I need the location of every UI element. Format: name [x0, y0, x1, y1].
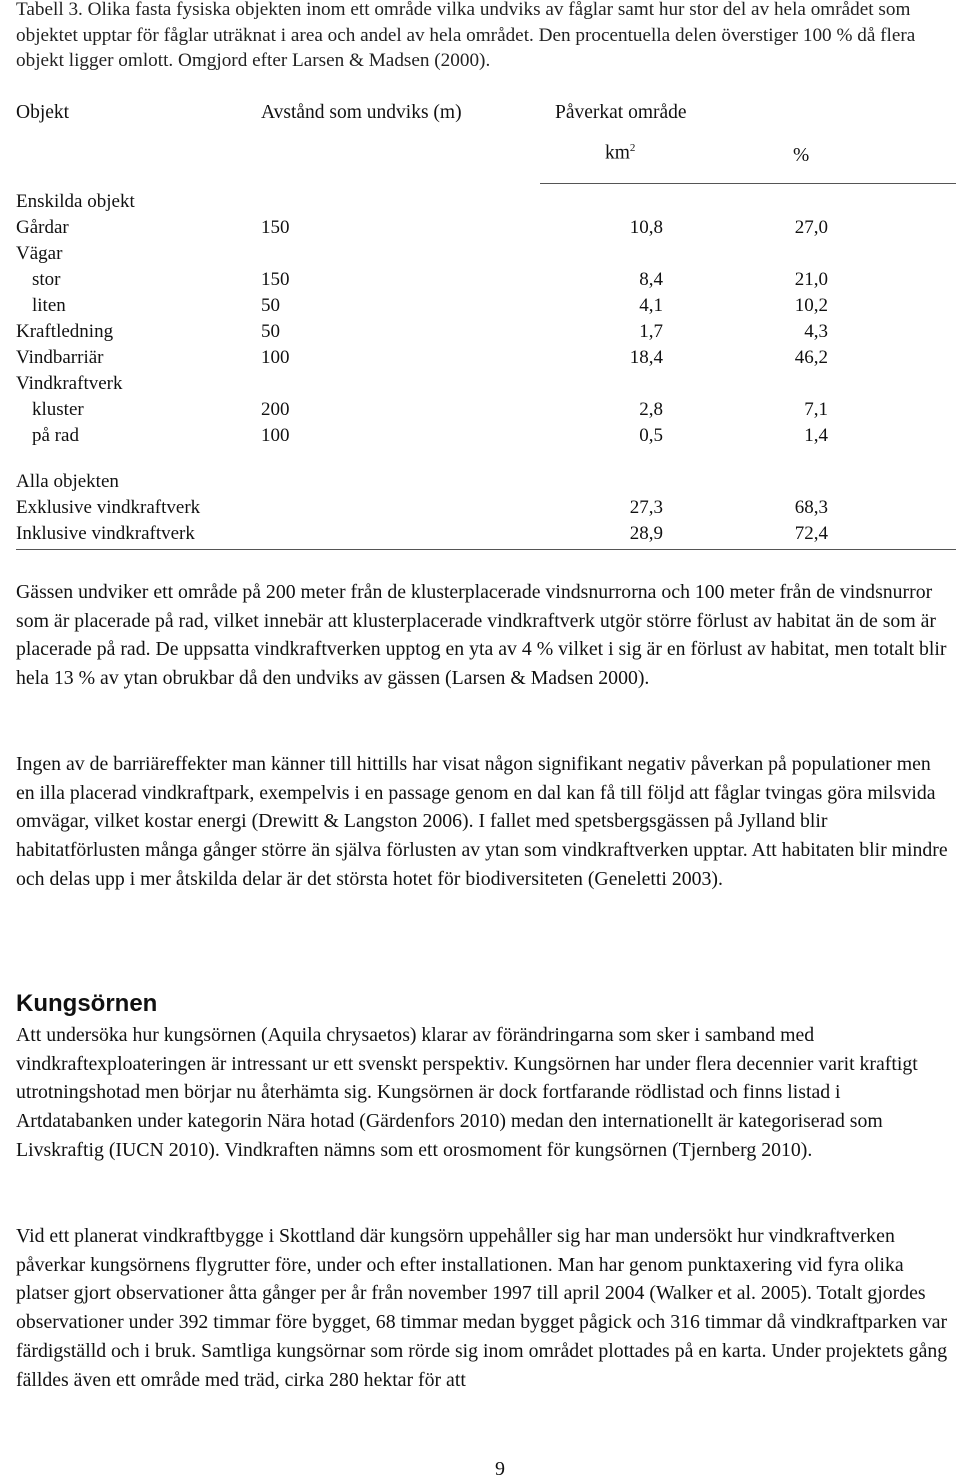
table-row: [16, 397, 956, 423]
row-percent: 72,4: [794, 523, 828, 544]
header-km: [605, 142, 635, 165]
row-km2: 18,4: [629, 347, 663, 368]
table-row: [16, 345, 956, 371]
row-label: kluster: [32, 399, 84, 420]
table-row: [16, 371, 956, 397]
table-bottom-rule: [16, 549, 956, 550]
row-label: Exklusive vindkraftverk: [16, 497, 201, 518]
table-row: [16, 293, 956, 319]
row-km2: 1,7: [639, 321, 663, 342]
row-label: Vindkraftverk: [16, 373, 123, 394]
row-km2: 2,8: [639, 399, 663, 420]
table-row: [16, 521, 956, 547]
row-label: stor: [32, 269, 61, 290]
row-percent: 4,3: [804, 321, 828, 342]
table-row: [16, 495, 956, 521]
row-label: på rad: [32, 425, 79, 446]
paragraph-4: Vid ett planerat vindkraftbygge i Skottland där kungsörn uppehåller sig har man undersökt hur vindkraftverken påverkar kungsörnens flygrutter före, under och efter installationen. Man har genom punktaxering vid fyra olika platser gjort observationer åtta gånger per år från november 1997 till april 2004 (Walker et al. 2005). Totalt gjordes observationer under 392 timmar före bygget, 68 timmar medan bygget pågick och 316 timmar då vindkraftparken var färdigställd och i bruk. Samtliga kungsörnar som rörde sig inom området plottades på en karta. Under projektets gång fälldes även ett område med träd, cirka 280 hektar för att: [16, 1225, 948, 1391]
row-distance: 50: [261, 295, 280, 316]
header-km-sup: 2: [629, 142, 636, 154]
row-percent: 7,1: [804, 399, 828, 420]
row-km2: 8,4: [639, 269, 663, 290]
paragraph-1: Gässen undviker ett område på 200 meter från de klusterplacerade vindsnurrorna och 100 meter från de vindsnurror som är placerade på rad, vilket innebär att klusterplacerade vindkraftverk utgör större förlust av habitat än de som är placerade på rad. De uppsatta vindkraftverken upptog en yta av 4 % vilket i sig är en förlust av habitat, men totalt blir hela 13 % av ytan obrukbar då den undviks av gässen (Larsen & Madsen 2000).: [16, 581, 947, 690]
row-km2: 27,3: [629, 497, 663, 518]
table-row: [16, 469, 956, 495]
row-percent: 21,0: [794, 269, 828, 290]
row-distance: 150: [261, 269, 290, 290]
table-row: [16, 423, 956, 449]
row-distance: 150: [261, 217, 290, 238]
row-percent: 68,3: [794, 497, 828, 518]
row-label: Alla objekten: [16, 471, 119, 492]
row-label: Vindbarriär: [16, 347, 104, 368]
row-km2: 10,8: [629, 217, 663, 238]
header-area: Påverkat område: [555, 102, 687, 123]
row-label: Vägar: [16, 243, 63, 264]
table-row: [16, 267, 956, 293]
table-row: [16, 215, 956, 241]
row-km2: 4,1: [639, 295, 663, 316]
table-row: [16, 241, 956, 267]
header-divider: [540, 183, 956, 184]
table-row: [16, 319, 956, 345]
section-heading: Kungsörnen: [16, 990, 158, 1017]
row-label: Kraftledning: [16, 321, 114, 342]
table-spacer: [16, 449, 956, 469]
header-distance: Avstånd som undviks (m): [261, 102, 462, 123]
paragraph-3: Att undersöka hur kungsörnen (Aquila chrysaetos) klarar av förändringarna som sker i samband med vindkraftexploateringen är intressant ur ett svenskt perspektiv. Kungsörnen har under flera decennier varit kraftigt utrotningshotad men börjar nu återhämta sig. Kungsörnen är dock fortfarande rödlistad och finns listad i Artdatabanken under kategorin Nära hotad (Gärdenfors 2010) medan den internationellt är kategoriserad som Livskraftig (IUCN 2010). Vindkraften nämns som ett orosmoment för kungsörnen (Tjernberg 2010).: [16, 1024, 918, 1161]
header-km-text: km: [605, 142, 630, 164]
page-number: 9: [495, 1458, 505, 1480]
header-object: Objekt: [16, 102, 70, 123]
row-km2: 28,9: [629, 523, 663, 544]
header-percent: %: [793, 145, 810, 166]
table-row: [16, 189, 956, 215]
row-percent: 27,0: [794, 217, 828, 238]
row-percent: 10,2: [794, 295, 828, 316]
row-percent: 1,4: [804, 425, 828, 446]
row-label: Gårdar: [16, 217, 69, 238]
row-distance: 200: [261, 399, 290, 420]
row-label: Enskilda objekt: [16, 191, 135, 212]
row-label: liten: [32, 295, 66, 316]
table-caption: Tabell 3. Olika fasta fysiska objekten inom ett område vilka undviks av fåglar samt hur stor del av hela området som objektet upptar för fåglar uträknat i area och andel av hela området. Den procentuella delen överstiger 100 % då flera objekt ligger omlott. Omgjord efter Larsen & Madsen (2000).: [16, 0, 916, 71]
row-distance: 100: [261, 425, 290, 446]
row-label: Inklusive vindkraftverk: [16, 523, 195, 544]
paragraph-2: Ingen av de barriäreffekter man känner till hittills har visat någon signifikant negativ påverkan på populationer men en illa placerad vindkraftpark, exempelvis i en passage genom en dal kan få till följd att fåglar tvingas göra milsvida omvägar, vilket kostar energi (Drewitt & Langston 2006). I fallet med spetsbergsgässen på Jylland blir habitatförlusten många gånger större än själva förlusten av ytan som vindkraftverken upptar. Att habitaten blir mindre och delas upp i mer åtskilda delar är det största hotet för biodiversiteten (Geneletti 2003).: [16, 753, 948, 890]
row-km2: 0,5: [639, 425, 663, 446]
row-percent: 46,2: [794, 347, 828, 368]
table-body: [16, 189, 956, 547]
row-distance: 50: [261, 321, 280, 342]
row-distance: 100: [261, 347, 290, 368]
